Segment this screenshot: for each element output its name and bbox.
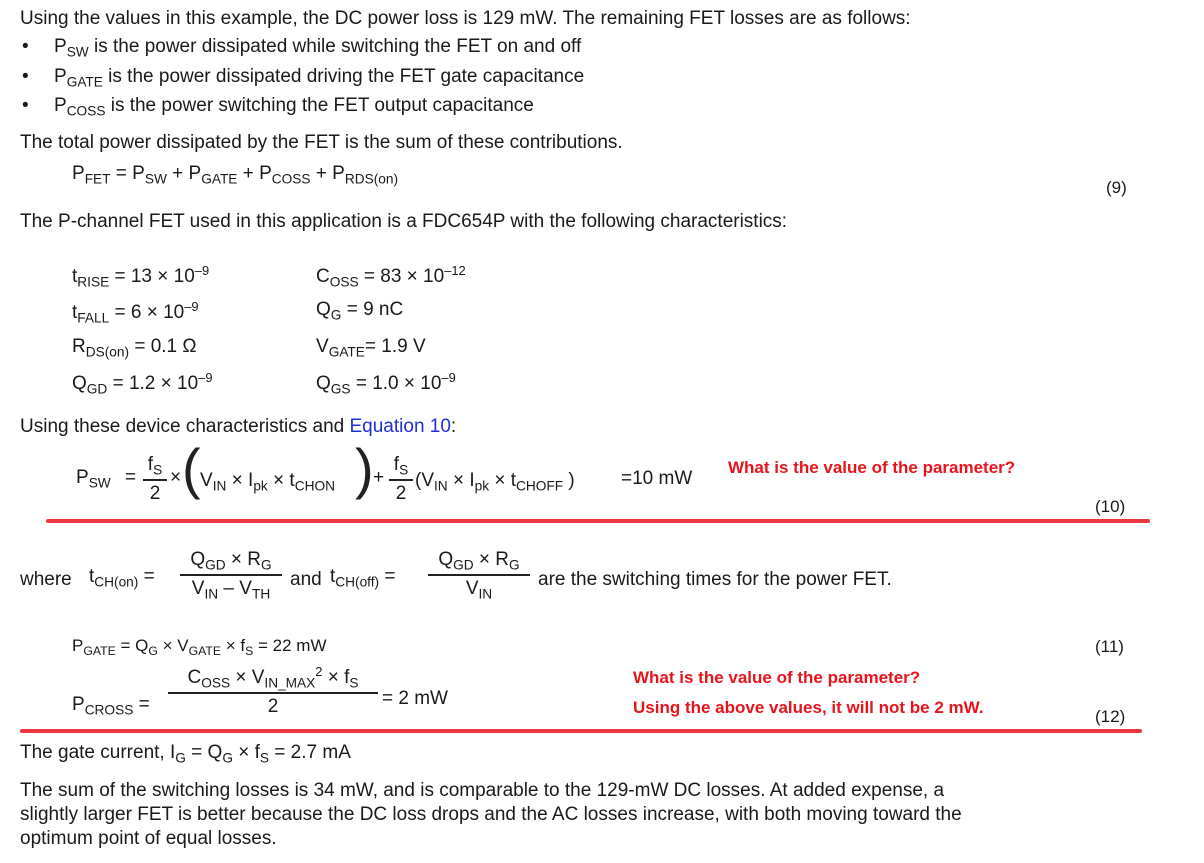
equation-10-number: (10): [1095, 497, 1126, 516]
t-ch-off-label: $t_{CH(off)}$ =: [330, 566, 396, 590]
bullet-pcoss-sub: COSS: [66, 103, 106, 119]
char-v-gate: $V_{GATE}= 1.9$ V: [316, 336, 426, 360]
eq10-psw: $P_{SW}$: [76, 467, 111, 491]
eq12-note-2: Using the above values, it will not be 2 mW.: [633, 698, 984, 717]
char-q-g: $Q_G = 9$ nC: [316, 299, 404, 323]
eq10-paren-close: ): [355, 437, 374, 500]
using-text: Using these device characteristics and Equation 10:: [20, 416, 457, 437]
t-ch-on-label: $t_{CH(on)}$ =: [89, 566, 155, 590]
sum-paragraph-line-3: optimum point of equal losses.: [20, 828, 277, 849]
where-text: where: [20, 569, 72, 590]
bullet-marker: •: [22, 66, 29, 87]
eq12-pcross: $P_{CROSS}$ =: [72, 694, 150, 718]
eq10-equals: =: [125, 467, 137, 488]
eq10-fraction-1: $f_S$ 2: [143, 454, 167, 505]
bullet-pgate: $P_{GATE}$ is the power dissipated driving the FET gate capacitance: [54, 66, 585, 90]
red-underline-eq12: [20, 729, 1142, 733]
eq10-result: =10 mW: [621, 468, 693, 489]
equation-9: $P_{FET} = P_{SW} + P_{GATE} + P_{COSS} + P_{RDS(on)}$: [72, 163, 399, 187]
char-rds-on: $R_{DS(on)} = 0.1$ Ω: [72, 336, 197, 360]
gate-current-text: The gate current, $I_G = Q_G \times f_S = 2.7$ mA: [20, 742, 351, 766]
eq10-paren-open: (: [182, 437, 201, 500]
switching-times-text: are the switching times for the power FET.: [538, 569, 892, 590]
eq12-fraction: $C_{OSS} \times V_{IN\_MAX}^2 \times f_S$ 2: [168, 664, 378, 718]
t-ch-off-fraction: $Q_{GD} \times R_G$ $V_{IN}$: [428, 549, 530, 601]
eq12-result: = 2 mW: [382, 688, 448, 709]
sum-paragraph-line-1: The sum of the switching losses is 34 mW, and is comparable to the 129-mW DC losses. At added expense, a: [20, 780, 945, 801]
equation-12-number: (12): [1095, 707, 1126, 726]
and-text: and: [290, 569, 322, 590]
eq12-note-1: What is the value of the parameter?: [633, 668, 921, 687]
total-power-text: The total power dissipated by the FET is the sum of these contributions.: [20, 132, 623, 153]
eq10-note: What is the value of the parameter?: [728, 458, 1016, 477]
equation-9-number: (9): [1106, 178, 1127, 197]
equation-11-number: (11): [1095, 637, 1124, 656]
eq10-fraction-2: $f_S$ 2: [389, 454, 413, 505]
bullet-pgate-sub: GATE: [66, 74, 103, 90]
equation-10-link[interactable]: Equation 10: [349, 416, 451, 437]
equation-11: $P_{GATE} = Q_G \times V_{GATE} \times f_S = 22$ mW: [72, 636, 327, 658]
char-t-rise: $t_{RISE} = 13 \times 10^{-9}$: [72, 263, 210, 290]
char-t-fall: $t_{FALL} = 6 \times 10^{-9}$: [72, 299, 199, 326]
sum-paragraph-line-2: slightly larger FET is better because the DC loss drops and the AC losses increase, with both moving toward the: [20, 804, 962, 825]
pchannel-text: The P-channel FET used in this application is a FDC654P with the following characteristics:: [20, 211, 788, 232]
intro-paragraph: Using the values in this example, the DC power loss is 129 mW. The remaining FET losses are as follows:: [20, 8, 911, 29]
bullet-psw: $P_{SW}$ is the power dissipated while switching the FET on and off: [54, 36, 582, 60]
bullet-pgate-text: is the power dissipated driving the FET gate capacitance: [102, 66, 585, 87]
eq10-term-2: ($V_{IN} \times I_{pk} \times t_{CHOFF}$ ): [415, 470, 575, 494]
char-c-oss: $C_{OSS} = 83 \times 10^{-12}$: [316, 263, 466, 290]
eq10-term-1: $V_{IN} \times I_{pk} \times t_{CHON}$: [200, 470, 335, 494]
bullet-pcoss-text: is the power switching the FET output capacitance: [105, 95, 534, 116]
eq10-plus: +: [373, 467, 385, 488]
bullet-marker: •: [22, 36, 29, 57]
char-q-gd: $Q_{GD} = 1.2 \times 10^{-9}$: [72, 370, 213, 397]
bullet-psw-text: is the power dissipated while switching the FET on and off: [88, 36, 582, 57]
red-underline-eq10: [46, 519, 1150, 523]
eq10-times: ×: [170, 467, 182, 488]
t-ch-on-fraction: $Q_{GD} \times R_G$ $V_{IN} - V_{TH}$: [180, 549, 282, 601]
bullet-pcoss: $P_{COSS}$ is the power switching the FET output capacitance: [54, 95, 534, 119]
bullet-psw-sub: SW: [66, 44, 89, 60]
bullet-marker: •: [22, 95, 29, 116]
char-q-gs: $Q_{GS} = 1.0 \times 10^{-9}$: [316, 370, 456, 397]
